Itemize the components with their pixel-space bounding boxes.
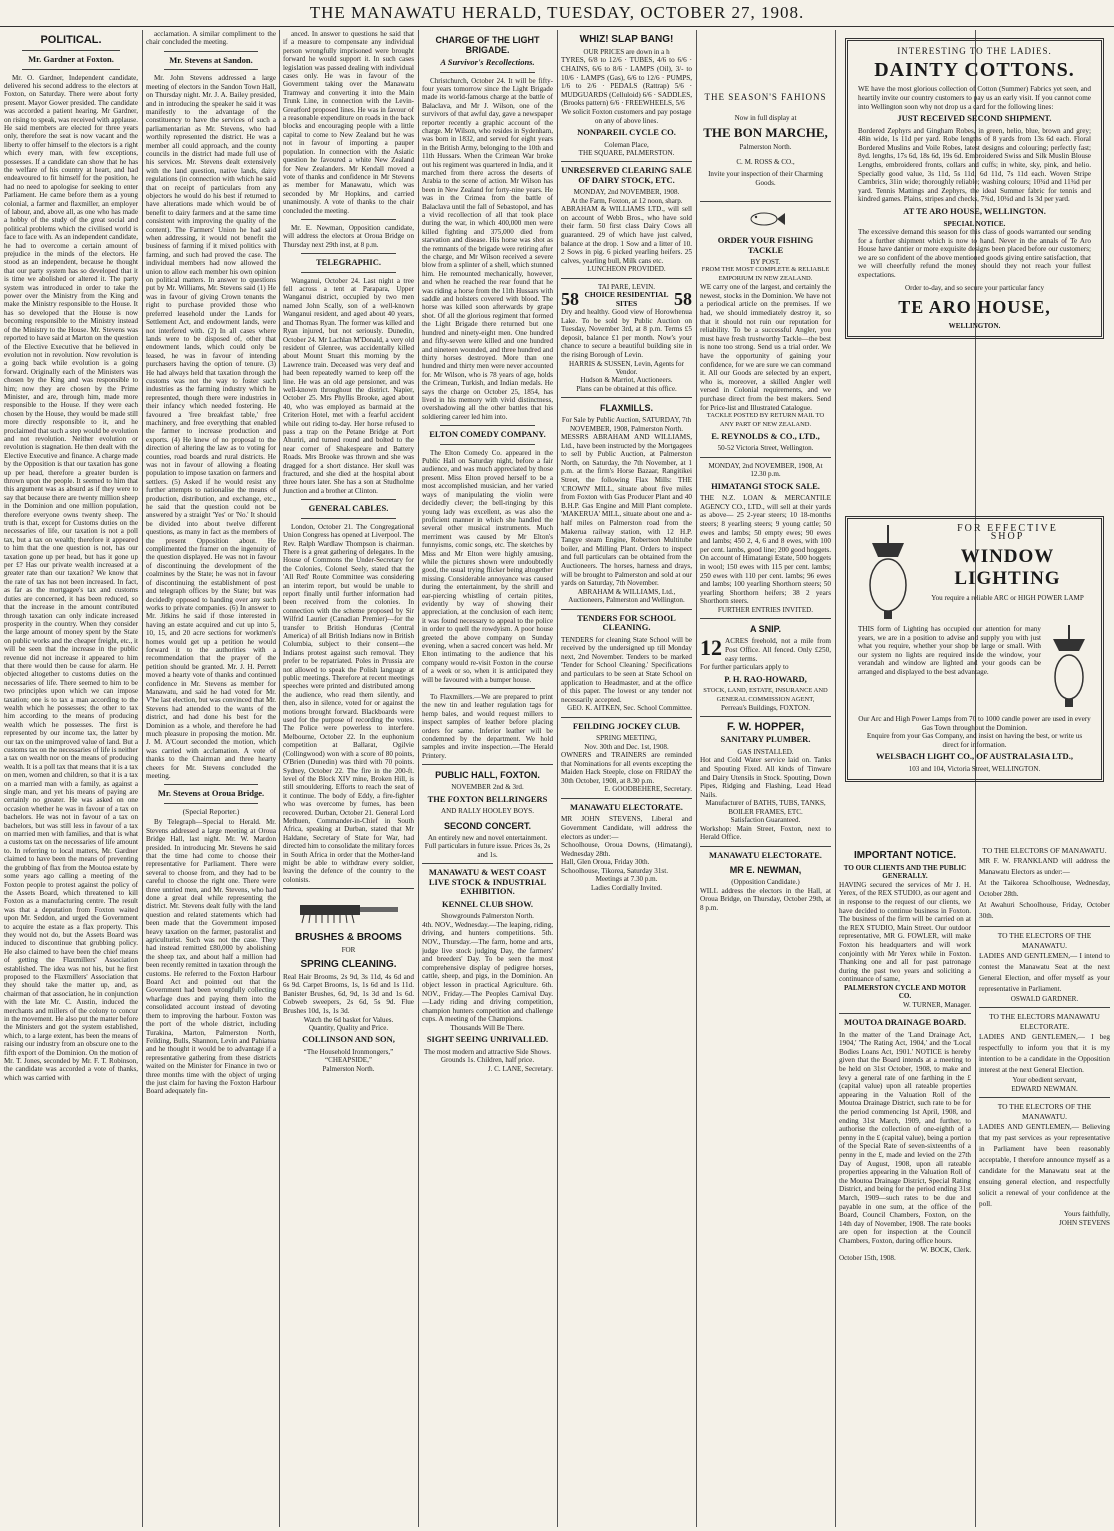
ad-title: THE SEASON'S FAHIONS <box>704 92 827 102</box>
ad-signature: Hudson & Marriot, Auctioneers. <box>580 376 673 385</box>
ad-text: For further particulars apply to <box>700 663 789 672</box>
ad-text: INTERESTING TO THE LADIES. <box>897 46 1052 56</box>
ad-text: WE carry one of the largest, and certainly the newest, stocks in the Dominion. We have not a periodical article on the premises. If we had, we should immediately destroy it, so that it should not ruin our reputation for reliability. To be a successful Angler, you must have fresh trustworthy Tackle—the best is none too strong. Send us a trial order. We have the opportunity of gaining your confidence, for we are sure we can command it. All our Goods are selected by an expert, who is, moreover, a skilled Angler well versed in Colonial requirements, and we purchase direct from the best makers. Send for Price-list and Illustrated Catalogue. <box>700 283 831 412</box>
ad-firm: COLLINSON AND SON, <box>302 1034 395 1045</box>
ad-store-name: THE BON MARCHE, <box>703 125 828 141</box>
ad-text: Satisfaction Guaranteed. <box>730 816 801 825</box>
ad-title: MANAWATU ELECTORATE. <box>570 801 683 812</box>
ad-text: The excessive demand this season for this class of goods warranted our sending for a further shipment which is now to hand. Never in the annals of Te Aro House have dantier or more exquisite designs been placed before our customers; we are so confident of the above mentioned goods giving entire satisfaction, that we will cheerfully refund the money should they not reach your fullest expectations. <box>858 227 1091 279</box>
ad-signature: GEO. K. AITKEN, Sec. School Committee. <box>567 704 692 713</box>
ad-signature: OSWALD GARDNER. <box>1010 995 1079 1003</box>
ad-firm-line: “CHEAPSIDE,” <box>324 1056 373 1065</box>
column-rule <box>557 30 558 1527</box>
ad-firm-line: Palmerston North. <box>322 1064 375 1073</box>
ad-date: MONDAY, 2nd NOVEMBER, 1908. <box>573 188 680 197</box>
article-title: TELEGRAPHIC. <box>316 257 381 268</box>
ad-text: OUR PRICES are down in a h <box>583 48 670 56</box>
article-body: Mr. O. Gardner, Independent candidate, delivered his second address to the electors at Foxton, on Saturday. There were about forty present. Mayor Gower presided. The candidate was accorded a patient hearing. Mr Gardner, on rising to speak, was received with applause. He said members are elected for three years only, therefore the seat is now vacant and the liberty to offer himself to the electors is a right which every man, with few exceptions, possesses. If a candidate can show that he has the welfare of his country at heart, and had endeavoured to fit himself for the position, he had no need to apologise for seeking to enter Parliament. He came before them as a young colonial, a farmer and flaxmiller, an employer of labour, and, above all, as one who has made a hobby of the study of the great social and political problems which the civilised world is face to face with. As an independent candidate, he had to overcome a certain amount of prejudice in the minds of the electors. He stood as an independent, because he thought that our party system has so developed that it is time we abolished or altered it. The party system was introduced in order to take the power over the Ministry from the King and make the Ministry responsible to the House. It has so developed that the House is now becoming responsible to the Ministry instead of the Ministry to the House. Mr. Stevens was reported to have said at Marton on the question of the Elective Executive that he believed in evolution not in revolution. Now revolution is a going back while evolution is a going forward. Originally each of the Ministers was chosen by the King and was responsible to him; now they are chosen by the Prime Minister, and are, through him, made more responsible to the House. If they were each chosen by the House, they would be made still more directly responsible to it, and he proclaimed that such a step would be evolution and not revolution. Neither evolution or revolution is stagnation. He then dealt with the Elective Executive and finance. A charge made by the Opposition is that our taxation has gone up per head, therefore a greater burden is thrown upon the people. It seemed to him that this argument was as absurd as if they were to say that because there are twenty million sheep in the Dominion and one million population, therefore everyone owns twenty sheep. The truth is that, except for Customs duties on the necessaries of life, our taxation is not a poll tax, but a tax on wealth; therefore it appeared to him that the one question is not, has our taxation gone up per head, but has it gone up per £? Has our private wealth increased at a greater rate than our taxation? We know that the rate of tax has not been increased. In fact, as far as the mortgagee's tax and customs duties are concerned, it has been reduced, so that the increase in the amount contributed through taxation can only indicate increased prosperity in the country. When they consider the large amount of money spent by the State on public works and the cheaper freight, etc., it will be seen that the increase in the public revenue did not increase it appeared to him that there would then be cause for alarm. He objected altogether to customs duties on the necessaries of life. There seemed to him to be two principles upon which we can impose taxation; one is to tax a man according to the wealth which he possesses; the other to tax him according to the means of producing wealth which he possesses. The first is represented by our income tax, the latter by our tax on the unimproved value of land. But a customs tax on the necessaries of life is neither a tax on wealth nor on the means of producing wealth. It is a poll tax that means that it is a tax on men, women and children, so that it is a tax on a married man with a family, as against a single man, and yet his means of paying are certainly no greater. He was asked on one occasion whether he was in favour of a tax on bachelors. He was not in favour of a tax on bachelors, but was still less in favour of a tax on married men with families, and that is what a customs tax on the necessaries of life amount to. In referring to local matters, Mr. Gardner claimed to have been the means of preventing the grubbing of flax from the Moutoa estate by some years ago calling a meeting of the Foxton people to protest against the policy of the Assets Board, which threatened to kill Foxton as a manufacturing centre. The result was that a deputation from Foxton waited upon Mr. Seddon, and urged the Government to acquire the estate as a flax property. This they would not do, but the Assets Board was induced to discontinue that grubbing policy. He also claimed to have been the chief means of getting the Flaxmillers' Association established. The idea was not his, but he first proposed to the Flaxmillers' Association that they should take the matter up, and, as chairman of that association, he in conjunction with the late Mr. C. Austin, induced the merchants and millers of the colony to concur in the movement. He also put the matter before the Ministers and got the system established, which, to a large extent, has been the means of raising our industry from an obscure one to the fifth export of the Dominion. On the motion of Mr. T. Jones, seconded by Mr. F. T. Robinson, the candidate was accorded a vote of thanks, which was carried with <box>4 73 138 1082</box>
ad-firm-line: “The Household Ironmongers,” <box>303 1047 394 1056</box>
ad-text: Manufacturer of BATHS, TUBS, TANKS, BOILER FRAMES, ETC. <box>705 799 826 816</box>
ad-text: LADIES AND GENTLEMEN,— I beg respectfully to inform you that it is my intention to be a candidate in the Opposition interest at the next General Election. <box>979 1033 1110 1075</box>
ad-meeting-line: Schoolhouse, Tikorea, Saturday 31st. <box>561 866 669 875</box>
ad-text: WE have the most glorious collection of Cotton (Summer) Fabrics yet seen, and heartily invite our country customers to pay us an early visit. If you cannot come into Wellington soon why not drop us a card for the following lines: <box>858 85 1091 111</box>
ad-text: Plans can be obtained at this office. <box>576 384 677 393</box>
ad-address: Coleman Place, <box>604 140 649 149</box>
ad-subtitle: BY POST. <box>750 258 781 267</box>
ad-subtitle: AT TE ARO HOUSE, WELLINGTON. <box>903 206 1046 217</box>
ad-text: LUNCHEON PROVIDED. <box>587 265 666 274</box>
column-7 <box>839 846 971 1527</box>
ad-text: ABRAHAM & WILLIAMS LTD., will sell on account of Webb Bros., who have sold their farm. 50 first class Dairy Cows all guaranteed. 29 of which have just calved, balance at the drop. 1 Sow and a litter of 10. 2 Sows in pig. 6 picked yearling heifers. 25 calves, yearling bull, Milk cans etc. <box>561 205 692 265</box>
ad-text: Order to-day, and so secure your particular fancy <box>905 283 1044 292</box>
article-body: By Telegraph—Special to Herald. Mr. Stevens addressed a large meeting at Oroua Bridge Hall, last night. Mr. W. Mardon presided. In introducing Mr. Stevens he said that the time had come to choose their representative for Parliament. There were several to choose from, and they had to be careful to choose the right one. There were three untried men, and Mr. Stevens, who had done a great deal while representing the district. Mr. Stevens dealt fully with the land question and related statements which had been made that the Government imposed heavy taxation on the farmer, pastoralist and agriculturist. Such was not the case. They had instead remitted £80,000 by abolishing the sheep tax, and about half a million had been recently remitted in taxation through the customs. He referred to the Foxton Harbour Board Act and pointed out that the Government had been wrongfully collecting wharfage dues and paying them into the consolidated account instead of devoting them to improving the harbour. Foxton was the port of the whole district, including Turakina, Marton, Palmerston North, Feilding, Bulls, Shannon, Levin and Pahiatua and he thought it would be to advantage if a representative gathering from these districts waited on the Minister for Finance in two or three months time with the object of urging the just claim for having the Foxton Harbour Board adequately fin- <box>146 818 276 1096</box>
ad-signature: W. BOCK, Clerk. <box>920 1245 971 1254</box>
ad-title: PUBLIC HALL, FOXTON. <box>435 770 540 781</box>
article-body: Mr. E. Newman, Opposition candidate, will address the electors at Oroua Bridge on Thursday next 29th inst, at 8 p.m. <box>283 223 414 249</box>
ad-text: In the matter of the 'Land Drainage Act, 1904,' 'The Rating Act, 1904,' and the 'Local Bodies Loans Act, 1901.' NOTICE is hereby given that the Board intends at a meeting to be held on 31st October, 1908, to make and levy a general rate of one farthing in the £ (capital value) upon all rateable properties appearing in the Valuation Roll of the Moutoa Drainage District, such rate to be for the period commencing 1st April, 1908, and ending 31st March, 1909, and further, to authorise the collection of one-eighth of a penny in the £ (capital value), being a portion of the Special Rate of seven-sixteenths of a penny in the £, made and levied on the 27th Day of August, 1908, upon all rateable properties appearing in the Valuation Roll of the Moutoa Drainage District, Special Rating District, and being for the period ending 31st March, 1909—such rates to be due and payable in one sum, at the office of the Board, Council Chambers, Foxton, on the 14th day of November, 1908. The rate books are open for inspection at the Council Chambers, Foxton, during office hours. <box>839 1030 971 1245</box>
ad-title: TO THE ELECTORS OF THE MANAWATU. <box>997 931 1092 950</box>
ad-title: UNRESERVED CLEARING SALE OF DAIRY STOCK, ETC. <box>561 165 692 185</box>
article-body: Christchurch, October 24. It will be fifty-four years tomorrow since the Light Brigade made its world-famous charge at the battle of Balaclava, and Mr J. Wilson, one of the survivors of that awful day, gave a newspaper reporter recently a graphic account of the charge. Mr Wilson, who resides in Sydenham, was born in 1832, and served for eight years in the British Army, belonging to the 10th and 11th Hussars. When the Crimean War broke out his regiment was quartered in India, and it marched from there across the deserts of Arabia to the scene of action. Mr Wilson has been in New Zealand for forty-nine years. He was in the Crimea from the battle of Balaclava until the fall of Sebastopol, and has a vivid recollection of all that took place during the war, in which 400,000 men were killed fighting and 375,000 died from starvation and disease. His horse was shot as the remnants of the brigade were retiring after the charge, and Mr Wilson received a severe blow from a splinter of a shell, which stunned him. He remounted mechanically, however, and when he reached the rear found that he was riding a horse from the 11th Hussars with saddle and holsters covered with blood. The horse was killed soon afterwards by grape shot. Of all the glorious regiment that formed the Light Brigade there returned but one hundred and ninety-eight men. One hundred and fifty-seven were killed and one hundred and nineteen wounded, and three hundred and thirty horses destroyed. More than one hundred and thirty men were never accounted for. Mr Wilson, who is 78 years of age, holds the Crimean, Turkish, and Indian medals. He says the charge on October 25, 1854, has lived in his memory with vivid distinctness, overshadowing all the other battles that his soldiering career led him into. <box>422 76 553 421</box>
ad-signature: HARRIS & SUSSEN, Levin, Agents for Vendor. <box>569 359 684 377</box>
ad-number: 58 <box>561 289 579 310</box>
ad-subtitle: TO OUR CLIENTS AND THE PUBLIC GENERALLY. <box>843 864 967 881</box>
ad-number: 12 <box>700 635 722 661</box>
ad-text: An entirely new and novel entertainment. Full particulars in future issue. Prices 3s, 2s and 1s. <box>424 833 551 859</box>
article-byline: (Special Reporter.) <box>182 806 240 816</box>
ad-address: Workshop: Main Street, Foxton, next to Herald Office. <box>700 824 831 842</box>
ad-text: WILL address the electors in the Hall, at Oroua Bridge, on Thursday, October 29th, at 8 p.m. <box>700 886 831 912</box>
ad-title: TAI PARE, LEVIN. <box>597 282 656 291</box>
ad-text: 4th. NOV., Wednesday.—The leaping, riding, driving, and hunters competitions. 5th. NOV., Thursday.—The farm, home and arts, judge live stock judging Day, the farmers' and breeders' Day. To be seen the most comprehensive display of pedigree horses, cattle, sheep, and pigs, in the Dominion. An object lesson in practical Agriculture. 6th. NOV., Friday.—The Peoples Carnival Day.—Lady riding and driving competition, champion hunters competition and challenge cups. A meeting of the Champions. <box>422 920 553 1024</box>
ad-text: AND RALLY HOOLEY BOYS. <box>441 807 534 816</box>
arc-lamp-icon <box>858 525 918 625</box>
ad-firm: C. M. ROSS & CO., <box>736 157 795 166</box>
ad-text: Palmerston North. <box>739 143 792 152</box>
ad-text: Our Arc and High Power Lamps from 70 to 1000 candle power are used in every Gas Town throughout the Dominion. <box>858 715 1091 732</box>
article-subtitle: A Survivor's Recollections. <box>440 57 535 67</box>
column-rule <box>279 30 280 1527</box>
ad-text: Dry and healthy. Good view of Horowhenua Lake. To be sold by Public Auction on Tuesday, November 3rd, at 8 p.m. Terms £5 deposit, balance £1 per month. Now's your chance to secure a beautiful building site in the rising Borough of Levin. <box>561 308 692 360</box>
article-title: Mr. Gardner at Foxton. <box>28 54 114 64</box>
brush-illustration-icon <box>294 895 404 927</box>
ad-subtitle: KENNEL CLUB SHOW. <box>441 898 534 909</box>
ad-text: Hot and Cold Water service laid on. Tanks and Spouting Fixed. All kinds of Tinware and Dairy Utensils in Stock. Spouting, Down Pipes, Ridging and Flashing, Lead Head Nails. <box>700 756 831 799</box>
ad-text: The most modern and attractive Side Shows. <box>423 1047 552 1056</box>
ad-date: October 15th, 1908. <box>839 1253 896 1262</box>
ad-text: FROM THE MOST COMPLETE & RELIABLE EMPORIUM IN NEW ZEALAND. <box>701 266 830 282</box>
ad-title: BRUSHES & BROOMS <box>295 932 402 944</box>
article-title: Mr. Stevens at Sandon. <box>169 54 253 65</box>
ad-title: DAINTY COTTONS. <box>874 59 1075 82</box>
ad-title: WHIZ! SLAP BANG! <box>579 34 674 45</box>
ad-title: FEILDING JOCKEY CLUB. <box>572 720 681 731</box>
ad-subtitle: SPECIAL NOTICE. <box>943 219 1006 228</box>
column-6 <box>700 30 831 1527</box>
ad-text: TACKLE POSTED BY RETURN MAIL TO ANY PART OF NEW ZEALAND. <box>706 412 825 428</box>
ad-title: FLAXMILLS. <box>600 403 653 414</box>
ad-meeting-line: Hall, Glen Oroua, Friday 30th. <box>561 858 650 867</box>
ad-text: Yours faithfully, <box>1063 1210 1110 1219</box>
ad-text: MESSRS ABRAHAM AND WILLIAMS, Ltd., have been instructed by the Mortgagees to sell by Public Auction, at Palmerston North, on Saturday, the 7th November, at 1 p.m. at the firm's Horse Bazaar, Rangitikei Street, the following Flax Mills: THE 'CROWN' MILL, situate about five miles from Foxton with Gas Producer Plant and 40 B.H.P. Gas Engine and Mill Plant complete. 'MAKERUA' MILL, situate about one and a-half miles on Palmerston road from the Makerua railway station, with 12 H.P. Tangye steam Engine, Robertson Multitube boiler, and Milling Plant. Orders to inspect and full particulars can be obtained from the Auctioneers. The horses, harness and drays, will be brought to Palmerston and sold at our yards on Saturday, 7th November. <box>561 433 692 588</box>
ad-text: We solicit Foxton customers and pay postage on any of above lines. <box>561 107 692 125</box>
ad-meeting-line: At the Taikorea Schoolhouse, Wednesday, October 28th. <box>979 879 1110 898</box>
ad-title: A SNIP. <box>749 624 781 635</box>
fish-icon <box>746 208 786 230</box>
ad-text: FURTHER ENTRIES INVITED. <box>717 605 814 614</box>
ad-text: STOCK, LAND, ESTATE, INSURANCE AND GENERAL COMMISSION AGENT, <box>703 687 828 703</box>
ad-title: TO THE ELECTORS OF MANAWATU. <box>982 846 1107 855</box>
column-4 <box>422 30 553 1527</box>
ad-text: Your obedient servant, <box>1012 1076 1077 1085</box>
ad-title: HIMATANGI STOCK SALE. <box>711 480 820 491</box>
ad-text: Showgrounds Palmerston North. <box>441 912 534 921</box>
ad-text: CHOICE RESIDENTIAL SITES <box>584 290 669 308</box>
ad-headline <box>561 291 692 308</box>
ad-signature: J. C. LANE, Secretary. <box>487 1064 553 1073</box>
ad-address: 103 and 104, Victoria Street, WELLINGTON. <box>908 764 1041 773</box>
ad-text: GAS INSTALLED. <box>737 747 794 756</box>
ad-signature: ABRAHAM & WILLIAMS, Ltd., Auctioneers, Palmerston and Wellington. <box>568 587 685 605</box>
column-rule <box>418 30 419 1527</box>
ad-text: Watch the 6d basket for Values. <box>303 1015 394 1024</box>
ad-text: THIS form of Lighting has occupied our attention for many years, we are in a position to advise and supply you with just what you require, whether your shop be large or small. With our system no lights are required inside the window, your verandah and window are lighted and your goods can be arranged and displayed to the best advantage. <box>858 625 1041 676</box>
article-body: acclamation. A similar compliment to the chair concluded the meeting. <box>146 30 276 47</box>
article-title: ELTON COMEDY COMPANY. <box>429 429 546 440</box>
ad-subtitle: SIGHT SEEING UNRIVALLED. <box>426 1034 549 1045</box>
ad-text: FOR EFFECTIVE <box>957 523 1058 534</box>
masthead: THE MANAWATU HERALD, TUESDAY, OCTOBER 27, 1908. <box>0 0 1114 27</box>
ad-title: SPRING CLEANING. <box>300 958 397 970</box>
ad-address: THE SQUARE, PALMERSTON. <box>578 149 675 158</box>
ad-date: Nov. 30th and Dec. 1st, 1908. <box>584 742 669 751</box>
ad-number: 58 <box>674 289 692 310</box>
ad-subtitle: (Opposition Candidate.) <box>731 878 800 887</box>
ad-headline <box>700 637 831 663</box>
ad-text: Ladies Cordially Invited. <box>590 883 663 892</box>
article-title: CHARGE OF THE LIGHT BRIGADE. <box>435 35 540 55</box>
ad-firm: PALMERSTON CYCLE AND MOTOR CO. <box>844 983 966 1001</box>
ad-address: 50-52 Victoria Street, Wellington. <box>717 444 814 453</box>
ad-text: ACRES freehold, not a mile from Post Office. All fenced. Only £250, easy terms. <box>725 637 831 663</box>
ad-subtitle: You require a reliable ARC or HIGH POWER LAMP <box>931 593 1084 602</box>
section-heading: POLITICAL. <box>40 34 102 46</box>
ad-firm: TE ARO HOUSE, <box>898 296 1051 317</box>
ad-date: NOVEMBER 2nd & 3rd. <box>451 783 524 792</box>
ad-address: Perreau's Buildings, FOXTON. <box>720 704 811 712</box>
ad-title: MANAWATU ELECTORATE. <box>709 849 822 860</box>
ad-firm: NONPAREIL CYCLE CO. <box>577 127 676 138</box>
ad-text: Grounds 1s. Children, half price. <box>440 1056 535 1065</box>
ad-text: TENDERS for cleaning State School will be received by the undersigned up till Monday next, 2nd November. Tenders to be marked 'Tender for School Cleaning.' Specifications and particulars to be seen at State School on application to Headmaster, and at the office of this paper. The lowest or any tender not necessarily accepted. <box>561 635 692 704</box>
window-lighting-ad <box>839 510 1110 830</box>
ad-text: THE N.Z. LOAN & MERCANTILE AGENCY CO., LTD., will sell at their yards as above— 25 2-year steers; 10 18-months steers; 8 yearling steers; 9 young cattle; 50 ewes and lambs; 50 empty ewes; 90 ewes and lambs; 450 2, 4, 6 and 8 ewes, with 100 per cent. lambs, good line; 200 good hoggets. On account of Himatangi Estate, 500 hoggets in wool; 150 ewes with 115 per cent. lambs; 250 ewes with 110 per cent. lambs; 96 ewes and lambs; 100 yearling Shorthorn steers; 50 yearling Shorthorn heifers; 38 2 years Shorthorn steers. <box>700 494 831 606</box>
ad-text: LADIES AND GENTLEMEN,— I intend to contest the Manawatu Seat at the next General Election, and offer myself as your representative in Parliament. <box>979 952 1110 993</box>
column-5 <box>561 30 692 1527</box>
ad-date: MONDAY, 2nd NOVEMBER, 1908, At 12.30 p.m. <box>708 461 823 479</box>
ad-title: SECOND CONCERT. <box>443 820 531 831</box>
dainty-cottons-ad <box>839 30 1110 510</box>
ad-text: Bordered Zephyrs and Gingham Robes, in green, helio, blue, brown and grey; 48in wide, 1s 11d per yard. Robe lengths of 8 yards from 13s 6d each. Floral Bordered Muslins and Voile Robes, latest designs and colouring; perfectly fast; 8yd. lengths, 17s 6d, 18s 6d, 19s 6d. Embroidered Swiss and Silk Muslin Blouse Lengths, embroidered fronts, collars and cuffs; in white, sky, pink, and helio. Specially good value, 3s 11d, 5s 11d, 6d 11d, 7s 11d each. Woven Stripe Cambrics, 31in wide; thoroughly reliable; washing colours; 10¾d and 11¾d per yard. Tennis Mattings and Zephyrs, the ideal Summer fabric for tennis and kindred games. Plains, stripes and checks, 7¾d, 10¾d and 1s 3d per yard. <box>858 126 1091 204</box>
high-power-lamp-icon <box>1047 625 1091 715</box>
ad-title: WINDOW LIGHTING <box>954 545 1061 589</box>
ad-text: Thousands Will Be There. <box>450 1023 525 1032</box>
column-rule <box>696 30 697 1527</box>
ad-title: TO THE ELECTORS MANAWATU ELECTORATE. <box>989 1012 1100 1032</box>
ad-firm: WELSBACH LIGHT CO., OF AUSTRALASIA LTD., <box>876 751 1073 762</box>
ad-meeting-line: Schoolhouse, Oroua Downs, (Himatangi), Wednesday 28th. <box>561 841 692 858</box>
article-body: Wanganui, October 24. Last night a tree fell across a tent at Parapara, Upper Wanganui district, occupied by two men named John Scally, son of a well-known Wanganui resident, and aged about 40 years, and Thomas Ryan. The former was killed and Ryan injured, but not seriously. Dunedin, October 24. Mr Lachlan M'Donald, a very old resident of Glenree, was accidentally killed about Mount Stuart this morning by the Lawrence train. Deceased was very deaf and had been repeatedly warned to keep off the line. He was an old age pensioner, and was well-known throughout the district. Napier, October 25. Mrs Phyllis Brooke, aged about 40, who was employed as barmaid at the Criterion Hotel, met with a fearful accident while out riding to-day. Her horse refused to pass a trap on the Petane Bridge at Port Ahuriri, and turned round and bolted to the near corner of Shakespeare and Battery Roads. Mrs Brooke was thrown and she was dragged for a short distance. Her skull was fractured, and she died at the hospital about three hours later. She has a son at Studholme Junction and a brother at Clinton. <box>283 276 414 495</box>
ad-text: Invite your inspection of their Charming Goods. <box>708 170 823 187</box>
article-body: To Flaxmillers.—We are prepared to print the new tin and leather regulation tags for hemp bales, and would request millers to inspect samples of leather before placing orders for same. Inferior leather will be condemned by the department. We hold samples and invite inspection.—The Herald Printery. <box>422 693 553 760</box>
ad-signature: W. TURNER, Manager. <box>903 1000 971 1009</box>
ad-subtitle: SPRING MEETING, <box>596 734 657 743</box>
ad-title: TO THE ELECTORS OF THE MANAWATU. <box>997 1102 1092 1122</box>
article-body: The Elton Comedy Co. appeared in the Public Hall on Saturday night, before a fair audience, and was much appreciated by those present. Miss Elton proved herself to be a most accomplished musician, and her varied ways of manipulating the violin were decidedly clever; the bell-ringing by this young lady was excellent, as was also the proficient manner in which she handled the several other musical instruments. Much merriment was caused by Mr Elton's funnyisms, comic songs, etc. The sketches by Miss and Mr Elton were highly amusing, while the pictures shown were undoubtedly good, the usual trying flicker being altogether missing. Considerable annoyance was caused during the entertainment, by the shrill and ear-piercing whistling of certain pitites, evidently by way of showing their appreciation, at the conclusion of each item; it was found necessary to appeal to the police in order to quell the rowdyism. A poor house greeted the above company on Sunday evening, when a sacred concert was held. Mr Elton intimating to the audience that his company would re-visit Foxton in the course of a week or so, when it is anticipated they will be favoured with a bumper house. <box>422 448 553 684</box>
ad-text: Enquire from your Gas Company, and insist on having the best, or write us direct for information. <box>866 732 1083 749</box>
ad-title: F. W. HOPPER, <box>726 721 804 734</box>
ad-signature: EDWARD NEWMAN. <box>1011 1084 1078 1093</box>
article-body: London, October 21. The Congregational Union Congress has opened at Liverpool. The Rev. Ralph Wardlaw Thompson is chairman. There is a great gathering of delegates. In the House of Commons the Under-Secretary for the Colonies, Colonel Seely, stated that the 'All Red' Route Committee was considering an interim report, but would be unable to report finally until further information had been received from the colonies. In connection with the scheme proposed by Sir Wilfrid Laurier (Canadian Premier)—for the transfer to British Honduras (Central America) of all British Indians now in British Columbia, subject to their consent—the Indians protest against such removal. They prefer to be repatriated. Poles in Prussia are not allowed to speak the Polish language at public meetings. Therefore at recent meetings speeches were printed and distributed among the audience, who read them silently, and then, also in silence, voted for or against the motions brought forward. Blackboards were used for the purpose of recording the votes. The Police were powerless to interfere. Melbourne, October 22. In the euphonium competition at Ballarat, Ogilvie (Collingwood) won with a score of 80 points, O'Brien (Dunedin) was third with 70 points. Sydney, October 22. The fire in the 200-ft. level of the Block XIV mine, Broken Hill, is still smouldering. Efforts to reach the seat of it continue. The body of Eddy, a fire-fighter who was overcome by fumes, has been recovered. Durban, October 21. General Lord Methuen, Commander-in-Chief in South Africa, speaking at Durban, stated that Mr Haldane, Secretary of State for War, had directed him to consolidate the military forces in South Africa in order that the Mother-land might be able to withdraw every soldier, leaving the defence of the country to the colonists. <box>283 522 414 884</box>
ad-meeting-line: At Awahuri Schoolhouse, Friday, October 30th. <box>979 901 1110 920</box>
article-body: anced. In answer to questions he said that if a measure to compensate any individual person wrongfully imprisoned were brought forward he would support it. In such cases legislation was passed dealing with individual cases only. He was in favour of the Government taking over the Manawatu Tramway and converting it into the Main Trunk Line, in connection with the Levin-Greatford proposed lines. He was in favour of a reasonable expenditure on roads in the back blocks and encouraging people with a little capital to come to New Zealand but he was not in favour of importing a pauper population. In connection with the Asiatic question he favoured a white New Zealand for New Zealanders. Mr Kendall moved a vote of thanks and confidence in Mr Stevens as member for Manawatu, which was seconded by Mr Hopkins, and carried unanimously. A vote of thanks to the chair concluded the meeting. <box>283 30 414 215</box>
ad-text: HAVING secured the services of Mr J. H. Yerex, of the REX STUDIO, as our agent and in response to the request of our clients, we have decided to continue business in Foxton. The business of the firm will be carried on at the REX STUDIO, Main Street. Our outdoor representative, MR G. FOWLER, will make Foxton his headquarters and will work conjointly with Mr Yerex while in Foxton. Thanking one and all for past patronage during the past two years and soliciting a continuance of same, <box>839 880 971 984</box>
ad-text: Meetings at 7.30 p.m. <box>595 875 658 884</box>
ad-title: THE FOXTON BELLRINGERS <box>427 793 548 804</box>
ad-title: MANAWATU & WEST COAST LIVE STOCK & INDUSTRIAL EXHIBITION. <box>428 867 547 897</box>
ad-text: LADIES AND GENTLEMEN,— Believing that my past services as your representative in Parliament have been reasonably acceptable, I therefore announce myself as a candidate for the Manawatu seat at the ensuing general election, and respectfully solicit a renewal of your confidence at the poll. <box>979 1123 1110 1209</box>
ad-title: TENDERS FOR SCHOOL CLEANING. <box>577 612 676 633</box>
column-2 <box>146 30 276 1527</box>
ad-price-list: TYRES, 6/8 to 12/6 · TUBES, 4/6 to 6/6 · CHAINS, 6/6 to 8/6 · LAMPS (Oil), 3/- to 10/6 · LAMPS (Gas), 6/6 to 12/6 · PUMPS, 1/6 to 2/6 · PEDALS (Rattrap) 5/6 · MUDGUARDS (Celluloid) 6/6 · SADDLES, (Brooks pattern) 6/6 · FREEWHEELS, 5/6 <box>561 56 692 108</box>
ad-candidate: MR E. NEWMAN, <box>729 865 802 876</box>
column-3 <box>283 30 414 1527</box>
column-rule <box>835 30 836 1527</box>
ad-signature: JOHN STEVENS <box>1058 1218 1110 1227</box>
article-body: Mr. John Stevens addressed a large meeting of electors in the Sandon Town Hall, on Thursday night. Mr. J. A. Bailey presided, and in introducing the speaker he said it was manifestly to the advantage of the constituency to have the services of such a parliamentarian as Mr. Stevens, who had worthily represented the district. He was a member all could approach, and the county councils in the district had made full use of his services. Mr. Stevens dealt extensively with the land question, native lands, dairy regulations (in connection with which he said that on receipt of particulars from any objectors he would do his best if returned to have alterations made which would be of benefit to dairy farmers and at the same time consistent with improving the quality of the content). The Farmers' Union he had said when addressing, it would not benefit the business of farming if it mixed politics with farming, and such had proved the case. The individual members had now allowed the union to allow each member his own opinion on political matters. In answer to questions put by Mr. Williams, Mr. Stevens said (1) He was in favour of giving Crown tenants the right to purchase provided those who preferred leasehold under the Lands for Settlement Act, and endowment lands, were not interfered with. (2) In all cases where lands were to be disposed of, other that endowment lands, which could only be leased, he was in favour of intending purchasers having the option of tenure. (3) He had always held that taxation through the customs was not the way to foster such industries as the farming industry which he represented, though there were industries in their infancy which needed fostering. He favoured a 'free breakfast table,' free machinery, and free everything that enabled the farmer to increase production and exports. (4) He knew of no proposal to the direction of altering the law as to voting for counties, road boards and rural districts. He was not in favour of allowing a floating population to impose taxation on farmers and settlers. (5) Asked if he would resist any further attempts to nationalise the means of production, distribution, and exchange, etc., he said that the question could not be answered by a straight 'Yes' or 'No.' It should be divided into about twelve different questions, as many in fact as the members of the present Opposition about. He complimented the framer on the ingenuity of the question displayed. He was not in favour of discontinuing the development of the coalmines by the State; he was not in favour of discontinuing the establishment of post and telegraph offices by the State; but was decidedly opposed to handing over any such works to private companies. (6) In answer to Mr. Jitkins he said if those interested in having an estate acquired and cut up into 5, 10, 15, and 20 acre sections for workmen's homes would get up a petition he would forward it to the authorities with a recommendation that the prayer of the petition should be granted. Mr. J. H. Perrett moved a hearty vote of thanks and continued confidence in Mr. Stevens as member for Manawatu, and said he had voted for Mr. V'he last election, but was convinced that Mr. Stevens had attended to the wants of the district, and had done his best for the Dominion as a whole, and therefore he had much pleasure in proposing the motion. Mr. J. M. A'Court seconded the motion, which was carried with acclamation. A vote of thanks to the Chairman and three hearty cheers for Mr. Stevens concluded the meeting. <box>146 74 276 781</box>
ad-signature: E. GOODBEHERE, Secretary. <box>604 785 692 794</box>
ad-text: MR F. W. FRANKLAND will address the Manawatu Electors as under:— <box>979 857 1110 876</box>
ad-subtitle: SANITARY PLUMBER. <box>720 734 811 745</box>
column-1 <box>4 30 138 1527</box>
ad-title: MOUTOA DRAINAGE BOARD. <box>844 1017 966 1028</box>
article-title: GENERAL CABLES. <box>308 503 389 514</box>
ad-firm: E. REYNOLDS & CO., LTD., <box>711 430 820 441</box>
ad-text: SHOP <box>990 531 1025 543</box>
ad-text: FOR <box>341 946 356 955</box>
ad-text: At the Farm, Foxton, at 12 noon, sharp. <box>570 196 683 205</box>
ad-firm: P. H. RAO-HOWARD, <box>724 673 807 684</box>
article-title: Mr. Stevens at Oroua Bridge. <box>157 788 265 799</box>
column-rule <box>142 30 143 1527</box>
ad-subtitle: For Sale by Public Auction, SATURDAY, 7th NOVEMBER, 1908, Palmerston North. <box>561 416 692 433</box>
ad-text: Quantity, Quality and Price. <box>308 1023 389 1032</box>
ad-title: IMPORTANT NOTICE. <box>853 850 957 861</box>
ad-title: ORDER YOUR FISHING TACKLE <box>717 235 814 255</box>
ad-text: OWNERS and TRAINERS are reminded that Nominations for all events excepting the Maiden Hack Steeple, close on FRIDAY the 30th October, 1908, at 8.30 p.m. <box>561 751 692 785</box>
ad-subtitle: JUST RECEIVED SECOND SHIPMENT. <box>897 113 1052 124</box>
column-8 <box>979 846 1110 1527</box>
ad-address: WELLINGTON. <box>948 321 1001 330</box>
ad-text: Real Hair Brooms, 2s 9d, 3s 11d, 4s 6d and 6s 9d. Carpet Brooms, 1s, 1s 6d and 1s 11d. Banister Brushes, 6d, 9d, 1s 3d and 1s 6d. Cobweb sweepers, 2s 6d, 5s 9d. Flue Brushes 10d, 1s, 1s 3d. <box>283 972 414 1015</box>
ad-text: Now in full display at <box>734 114 797 122</box>
ad-text: MR JOHN STEVENS, Liberal and Government Candidate, will address the electors as under:— <box>561 815 692 841</box>
